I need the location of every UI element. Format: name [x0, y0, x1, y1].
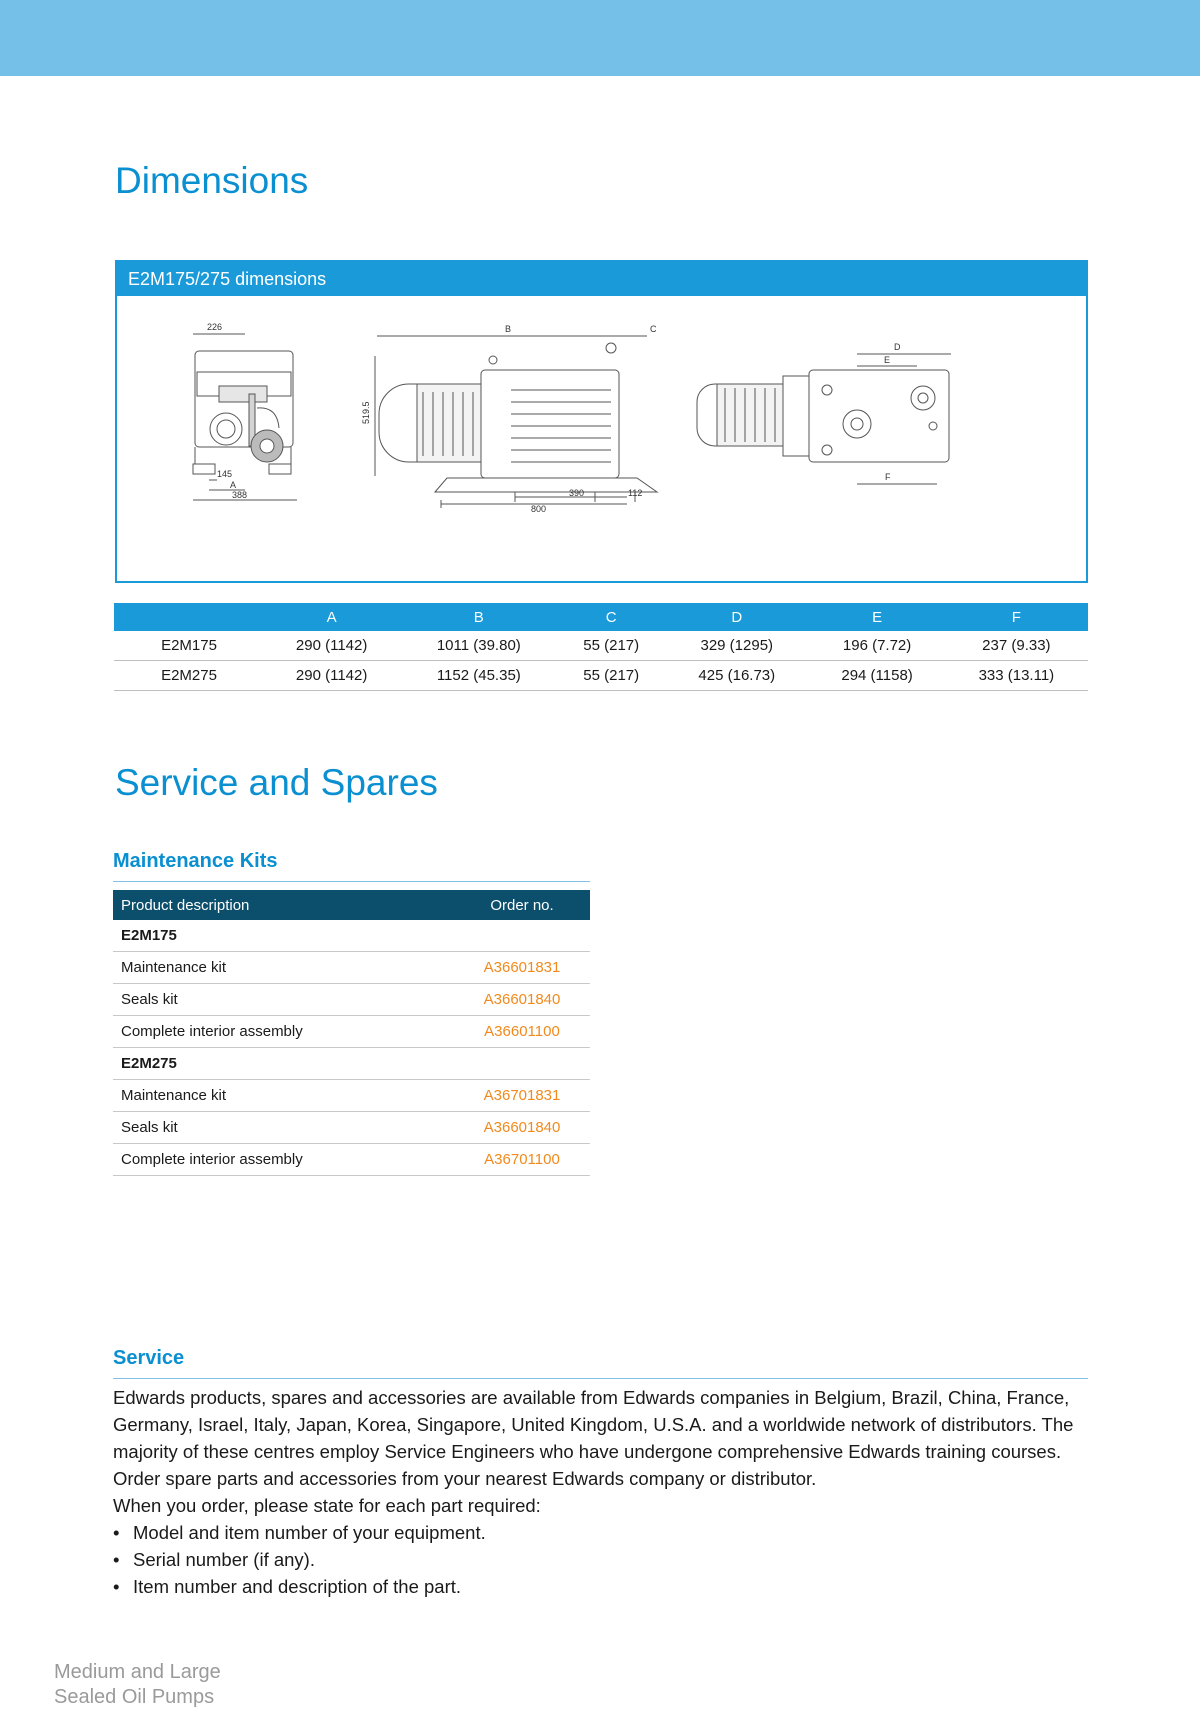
dimensions-drawing-box: [115, 260, 1088, 583]
kits-group-name: E2M175: [113, 920, 590, 952]
label-front-a: A: [230, 480, 237, 490]
maintenance-kits-table: [113, 890, 590, 1176]
kit-order-number: A36701100: [454, 1144, 590, 1176]
dims-cell: E2M275: [114, 661, 264, 691]
dims-col-c: C: [558, 603, 664, 631]
table-row: [113, 984, 590, 1016]
kit-order-number: A36601840: [454, 984, 590, 1016]
list-item-text: Serial number (if any).: [133, 1549, 315, 1570]
list-item: [113, 1546, 1103, 1573]
front-view: [193, 334, 297, 500]
label-519-5: 519.5: [361, 401, 371, 424]
bullet-icon: •: [113, 1549, 120, 1570]
list-item-text: Model and item number of your equipment.: [133, 1522, 486, 1543]
dims-cell: E2M175: [114, 631, 264, 661]
label-145: 145: [217, 469, 233, 479]
table-row: [114, 631, 1088, 661]
table-row: [113, 952, 590, 984]
label-112: 112: [628, 488, 643, 498]
service-paragraph: Order spare parts and accessories from your nearest Edwards company or distributor.: [113, 1468, 817, 1489]
kit-description: Maintenance kit: [113, 952, 454, 984]
order-requirements-list: [113, 1519, 1103, 1600]
label-side-c: C: [650, 324, 657, 334]
maintenance-kits-heading: Maintenance Kits: [113, 850, 278, 872]
list-item: [113, 1519, 1103, 1546]
kit-order-number: A36601840: [454, 1112, 590, 1144]
pump-dimension-drawing: [117, 296, 1086, 581]
list-item-text: Item number and description of the part.: [133, 1576, 462, 1597]
dims-cell: 237 (9.33): [945, 631, 1088, 661]
label-226: 226: [207, 322, 223, 332]
dims-cell: 290 (1142): [264, 631, 399, 661]
table-row: [113, 1048, 590, 1080]
kit-order-number: A36601100: [454, 1016, 590, 1048]
kit-order-number: A36601831: [454, 952, 590, 984]
bullet-icon: •: [113, 1522, 120, 1543]
dims-cell: 425 (16.73): [664, 661, 809, 691]
dims-cell: 333 (13.11): [945, 661, 1088, 691]
bullet-icon: •: [113, 1576, 120, 1597]
service-paragraph: When you order, please state for each part required:: [113, 1495, 541, 1516]
dims-cell: 1011 (39.80): [399, 631, 558, 661]
kit-description: Complete interior assembly: [113, 1144, 454, 1176]
dims-cell: 329 (1295): [664, 631, 809, 661]
dims-cell: 55 (217): [558, 631, 664, 661]
dimensions-title: Dimensions: [115, 160, 309, 201]
dims-cell: 1152 (45.35): [399, 661, 558, 691]
label-800: 800: [531, 504, 547, 514]
kits-table-header: [113, 890, 590, 920]
table-row: [113, 920, 590, 952]
label-plan-e: E: [884, 355, 891, 365]
plan-view: [697, 354, 951, 484]
label-plan-f: F: [885, 472, 891, 482]
table-row: [113, 1080, 590, 1112]
dims-cell: 196 (7.72): [809, 631, 944, 661]
list-item: [113, 1573, 1103, 1600]
dimensions-box-title: E2M175/275 dimensions: [117, 262, 1086, 296]
header-band: [0, 0, 1200, 76]
kit-description: Complete interior assembly: [113, 1016, 454, 1048]
dimensions-table: [114, 603, 1088, 691]
footer-line: Medium and Large: [54, 1661, 221, 1683]
label-side-b: B: [505, 324, 512, 334]
service-paragraph: Edwards products, spares and accessories are available from Edwards companies in Belgium, Brazil, China, France, Germany, Israel, Italy, Japan, Korea, Singapore, United Kingdom, U.S.A. and a worldwide network of distributors. The majority of these centres employ Service Engineers who have undergone comprehensive Edwards training courses.: [113, 1387, 1074, 1462]
maintenance-rule: [113, 881, 590, 882]
table-row: [113, 1144, 590, 1176]
kit-description: Maintenance kit: [113, 1080, 454, 1112]
dims-cell: 294 (1158): [809, 661, 944, 691]
kit-description: Seals kit: [113, 1112, 454, 1144]
kits-col-order: Order no.: [454, 890, 590, 920]
label-plan-d: D: [894, 342, 901, 352]
dims-cell: 290 (1142): [264, 661, 399, 691]
service-body: [113, 1384, 1103, 1600]
service-heading: Service: [113, 1347, 185, 1369]
dims-col-b: B: [399, 603, 558, 631]
label-390: 390: [569, 488, 585, 498]
label-388: 388: [232, 490, 248, 500]
dims-col-model: [114, 603, 264, 631]
footer-product-name: [54, 1660, 221, 1710]
dims-col-d: D: [664, 603, 809, 631]
side-view: [375, 336, 657, 508]
table-row: [113, 1016, 590, 1048]
dims-col-f: F: [945, 603, 1088, 631]
service-rule: [113, 1378, 1088, 1379]
dims-col-a: A: [264, 603, 399, 631]
table-row: [114, 661, 1088, 691]
footer-line: Sealed Oil Pumps: [54, 1686, 215, 1708]
service-spares-title: Service and Spares: [115, 762, 438, 803]
table-row: [113, 1112, 590, 1144]
kits-group-name: E2M275: [113, 1048, 590, 1080]
dims-col-e: E: [809, 603, 944, 631]
kits-col-description: Product description: [113, 890, 454, 920]
dimensions-table-header: [114, 603, 1088, 631]
dims-cell: 55 (217): [558, 661, 664, 691]
kit-description: Seals kit: [113, 984, 454, 1016]
kit-order-number: A36701831: [454, 1080, 590, 1112]
